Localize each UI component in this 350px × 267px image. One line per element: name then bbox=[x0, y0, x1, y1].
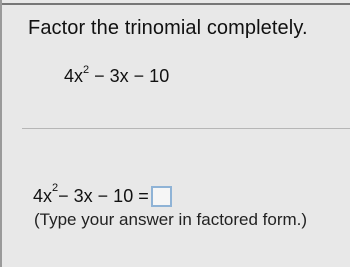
answer-line bbox=[33, 181, 172, 207]
answer-input[interactable] bbox=[151, 186, 172, 207]
expression-rest: − 3x − 10 bbox=[89, 66, 170, 86]
question-prompt: Factor the trinomial completely. bbox=[28, 17, 308, 39]
answer-lhs-rest: − 3x − 10 = bbox=[58, 186, 149, 206]
top-rule bbox=[2, 3, 350, 5]
answer-lhs-base: 4x bbox=[33, 186, 53, 206]
answer-lhs-exponent: 2 bbox=[52, 181, 59, 194]
divider bbox=[22, 128, 350, 129]
trinomial-expression bbox=[64, 66, 169, 87]
answer-hint: (Type your answer in factored form.) bbox=[34, 210, 308, 229]
expression-exponent: 2 bbox=[83, 64, 90, 76]
expression-base: 4x bbox=[64, 66, 84, 86]
